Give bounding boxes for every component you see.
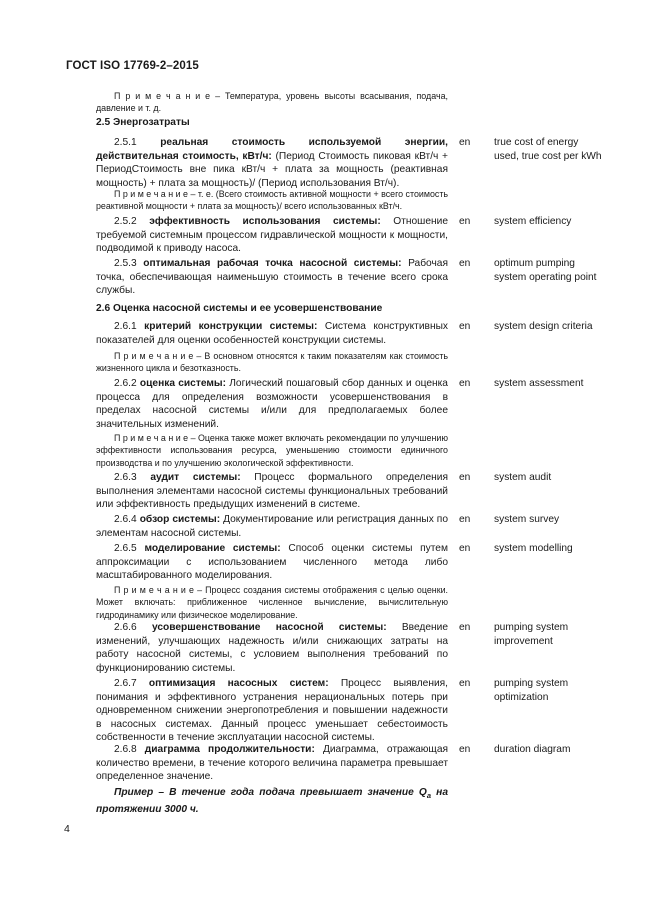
lang-code: en — [459, 258, 471, 269]
term-title: аудит системы: — [150, 472, 241, 483]
english-term: system efficiency — [494, 216, 572, 227]
note-label: П р и м е ч а н и е — [114, 351, 194, 361]
intro-note — [96, 90, 448, 115]
term-title: эффективность использования системы: — [149, 216, 381, 227]
note — [96, 432, 448, 469]
term-entry — [96, 542, 448, 583]
note — [96, 350, 448, 375]
english-term: optimum pumping system operating point — [494, 258, 597, 283]
term-entry — [96, 677, 448, 745]
lang-code: en — [459, 622, 471, 633]
lang-code: en — [459, 472, 471, 483]
note — [96, 584, 448, 621]
page-number: 4 — [64, 823, 70, 835]
english-term: system audit — [494, 472, 552, 483]
term-entry — [96, 320, 448, 347]
term-definition: Диаграмма, отражающая количество времени, в течение которого величина параметра превышает определенное значение. — [96, 744, 448, 783]
term-title: диаграмма продолжительности: — [144, 744, 315, 755]
english-term: system assessment — [494, 378, 584, 389]
term-definition: (Период Стоимость пиковая кВт/ч + ПериодСтоимость вне пика кВт/ч + плата за мощность (реактивная мощность) + плата за мощность)/ (Период использования Вт/ч). — [96, 150, 448, 189]
english-term: pumping system improvement — [494, 622, 569, 647]
english-term: system design criteria — [494, 321, 593, 332]
term-definition: Документирование или регистрация данных по элементам насосной системы. — [96, 514, 448, 539]
lang-code: en — [459, 744, 471, 755]
lang-code: en — [459, 321, 471, 332]
note-text: – В основном относятся к таким показателям как стоимость жизненного цикла и безотказность. — [96, 351, 449, 374]
term-definition: Способ оценки системы путем аппроксимации с использованием численного метода либо масштабированного моделирования. — [96, 543, 448, 582]
term-title: оптимальная рабочая точка насосной системы: — [143, 258, 402, 269]
english-term: true cost of energy used, true cost per kWh — [494, 137, 602, 162]
english-term: system modelling — [494, 543, 573, 554]
english-term: system survey — [494, 514, 560, 525]
example-subscript: a — [426, 791, 432, 801]
term-title: оценка системы: — [139, 378, 226, 389]
term-title: критерий конструкции системы: — [144, 321, 318, 332]
example-text: Пример – В течение года подача превышает значение Q — [114, 787, 427, 798]
term-entry — [96, 743, 448, 784]
term-number: 2.6.1 — [114, 321, 137, 332]
term-number: 2.6.3 — [114, 472, 137, 483]
term-title: оптимизация насосных систем: — [148, 678, 329, 689]
note-text: – Оценка также может включать рекомендации по улучшению эффективности использования ресурса, уменьшению стоимости единичного производства и по улучшению экологической эффективности. — [96, 433, 448, 468]
term-number: 2.6.8 — [114, 744, 137, 755]
lang-code: en — [459, 514, 471, 525]
term-entry — [96, 377, 448, 431]
term-definition: Процесс выявления, понимания и эффективного устранения нерациональных потерь при одновременном снижении энергопотребления и повышении надежности в насосных системах. Данный процесс уменьшает себестоимость собственности в течение эксплуатации насосной системы. — [96, 678, 448, 744]
term-number: 2.6.2 — [114, 378, 137, 389]
term-number: 2.6.4 — [114, 514, 137, 525]
term-number: 2.6.6 — [114, 622, 137, 633]
document-header: ГОСТ ISO 17769-2–2015 — [66, 60, 199, 72]
term-title: усовершенствование насосной системы: — [151, 622, 387, 633]
term-definition: Отношение требуемой системным процессом гидравлической мощности к мощности, подводимой к приводу насоса. — [96, 216, 448, 255]
term-number: 2.5.3 — [114, 258, 137, 269]
lang-code: en — [459, 543, 471, 554]
term-number: 2.6.5 — [114, 543, 137, 554]
lang-code: en — [459, 678, 471, 689]
term-entry — [96, 136, 448, 190]
note-label: П р и м е ч а н и е — [114, 433, 189, 443]
term-entry — [96, 471, 448, 512]
english-term: pumping system optimization — [494, 678, 569, 703]
note-text: – Температура, уровень высоты всасывания, подача, давление и т. д. — [96, 91, 448, 114]
term-definition: Рабочая точка, обеспечивающая наименьшую стоимость в течение всего срока службы. — [96, 258, 448, 297]
note-label: П р и м е ч а н и е — [114, 91, 211, 101]
term-title: реальная стоимость используемой энергии, действительная стоимость, кВт/ч: — [96, 137, 448, 162]
term-title: обзор системы: — [139, 514, 221, 525]
note-label: П р и м е ч а н и е — [114, 585, 194, 595]
term-entry — [96, 257, 448, 298]
term-entry — [96, 513, 448, 540]
note-text: – т. е. (Всего стоимость активной мощности + всего стоимость реактивной мощности + плата за мощность)/ всего использованных кВт/ч. — [96, 189, 449, 212]
term-definition: Введение изменений, улучшающих надежность и/или снижающих затраты на работу насосной системы, с условием выполнения требований по функционированию системы. — [96, 622, 448, 674]
section-heading-2-5: 2.5 Энергозатраты — [96, 117, 190, 128]
example — [96, 786, 448, 816]
example-text-end: на протяжении 3000 ч. — [96, 787, 448, 815]
english-term: duration diagram — [494, 744, 571, 755]
section-heading-2-6: 2.6 Оценка насосной системы и ее усовершенствование — [96, 303, 383, 314]
term-number: 2.5.1 — [114, 137, 137, 148]
term-definition: Логический пошаговый сбор данных и оценка процесса для определения возможности усовершенствования в пределах насосной системы и/или для предполагаемых более значительных изменений. — [96, 378, 448, 430]
term-number: 2.6.7 — [114, 678, 137, 689]
note-label: П р и м е ч а н и е — [114, 189, 188, 199]
term-title: моделирование системы: — [144, 543, 281, 554]
note-text: – Процесс создания системы отображения с целью оценки. Может включать: приближенное численное вычисление, вычислительную гидродинамику или физическое моделирование. — [96, 585, 448, 620]
term-definition: Процесс формального определения выполнения элементами насосной системы функциональных требований или эффективность предыдущих изменений в системе. — [96, 472, 448, 511]
lang-code: en — [459, 216, 471, 227]
term-entry — [96, 621, 448, 675]
term-definition: Система конструктивных показателей для оценки особенностей конструкции системы. — [96, 321, 448, 346]
term-entry — [96, 215, 448, 256]
lang-code: en — [459, 378, 471, 389]
term-number: 2.5.2 — [114, 216, 137, 227]
note — [96, 188, 448, 213]
lang-code: en — [459, 137, 471, 148]
